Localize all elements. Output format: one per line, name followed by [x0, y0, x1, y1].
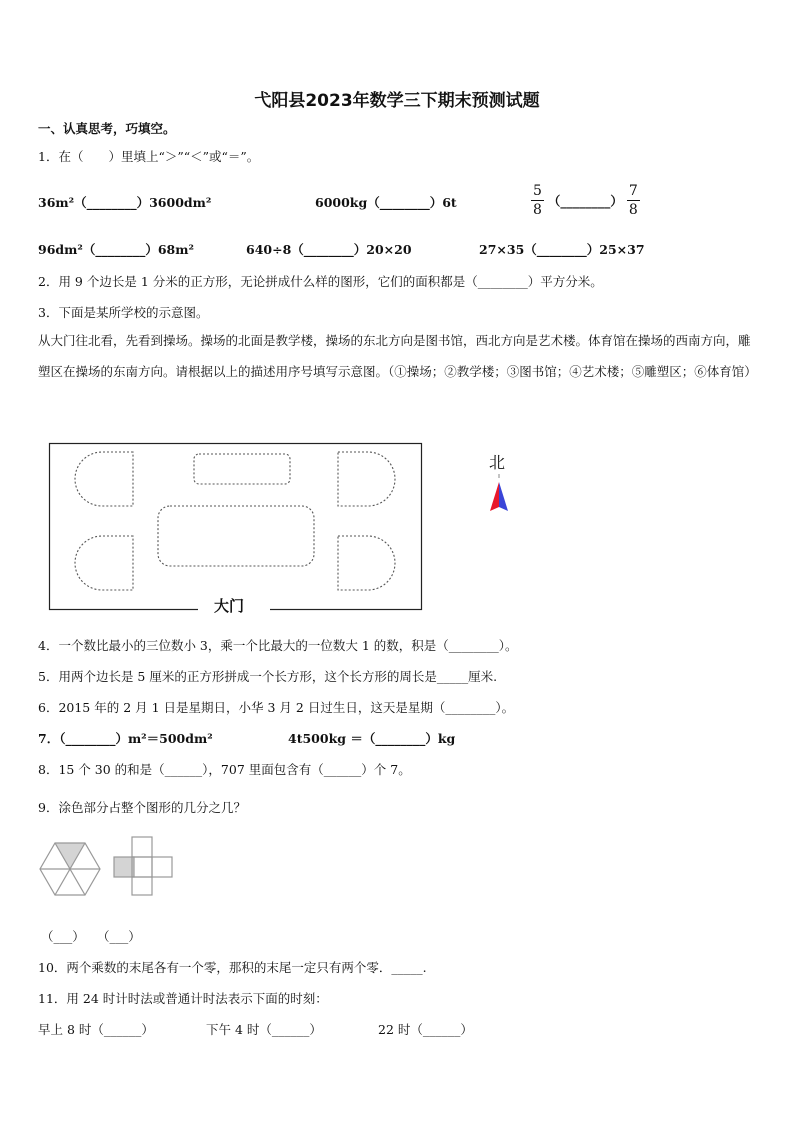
q9-blank-2: （___）: [97, 929, 141, 944]
map-border: [50, 444, 422, 610]
section-heading: 一、认真思考，巧填空。: [38, 121, 176, 136]
q2-text: 2．用 9 个边长是 1 分米的正方形，无论拼成什么样的图形，它们的面积都是（________）平方分米。: [38, 274, 603, 289]
q1-row1-item3: [531, 182, 640, 219]
plot-top-center: [194, 454, 290, 484]
q7-part-a: 7．（________）m²＝500dm²: [38, 731, 213, 746]
q1-stem: 1．在（ ）里填上“＞”“＜”或“＝”。: [38, 149, 260, 164]
hexagon-figure: [38, 840, 102, 898]
q3-description: 从大门往北看，先看到操场。操场的北面是教学楼，操场的东北方向是图书馆，西北方向是艺术楼。体育馆在操场的西南方向，雕塑区在操场的东南方向。请根据以上的描述用序号填写示意图。（①操场；②教学楼；③图书馆；④艺术楼；⑤雕塑区；⑥体育馆）: [38, 333, 757, 379]
q1-row1-item1: 36m²（________）3600dm²: [38, 195, 212, 210]
q9-stem: 9．涂色部分占整个图形的几分之几？: [38, 800, 246, 815]
q1-row1-item3-blank: （________）: [547, 193, 623, 209]
q11-part-b: 下午 4 时（______）: [206, 1022, 322, 1037]
q11-stem: 11．用 24 时计时法或普通计时法表示下面的时刻：: [38, 991, 328, 1006]
q1-row2-item1: 96dm²（________）68m²: [38, 242, 194, 257]
q8-text: 8．15 个 30 的和是（______），707 里面包含有（______）个 7。: [38, 762, 411, 777]
q5-text: 5．用两个边长是 5 厘米的正方形拼成一个长方形，这个长方形的周长是_____厘米.: [38, 669, 498, 684]
fraction-five-eighths: $\frac{5}{8}$: [533, 183, 542, 218]
fraction-seven-eighths: $\frac{7}{8}$: [628, 183, 638, 218]
q11-part-c: 22 时（______）: [378, 1022, 473, 1037]
q7-part-b: 4t500kg ＝（________）kg: [288, 731, 456, 746]
plot-top-right: [338, 452, 395, 506]
cross-shaded-square: [114, 857, 134, 877]
cross-squares-figure: [112, 835, 174, 897]
q11-part-a: 早上 8 时（______）: [38, 1022, 154, 1037]
plot-bottom-right: [338, 536, 395, 590]
q3-stem: 3．下面是某所学校的示意图。: [38, 305, 209, 320]
plot-top-left: [75, 452, 133, 506]
q9-blank-1: （___）: [41, 929, 85, 944]
plot-bottom-left: [75, 536, 133, 590]
north-label: 北: [489, 453, 506, 472]
school-map-diagram: [48, 442, 426, 614]
q1-row2-item3: 27×35（________）25×37: [479, 242, 645, 257]
q10-text: 10．两个乘数的末尾各有一个零，那积的末尾一定只有两个零．_____.: [38, 960, 427, 975]
plot-center: [158, 506, 314, 566]
hexagon-shaded-part: [55, 843, 85, 869]
q1-row2-item2: 640÷8（________）20×20: [246, 242, 412, 257]
q6-text: 6．2015 年的 2 月 1 日是星期日，小华 3 月 2 日过生日，这天是星期（________）。: [38, 700, 515, 715]
gate-label: 大门: [214, 597, 245, 615]
page-title: 弋阳县2023年数学三下期末预测试题: [254, 91, 540, 111]
q1-row1-item2: 6000kg（________）6t: [315, 195, 457, 210]
q4-text: 4．一个数比最小的三位数小 3，乘一个比最大的一位数大 1 的数，积是（________）。: [38, 638, 518, 653]
north-arrow-icon: [488, 474, 510, 514]
